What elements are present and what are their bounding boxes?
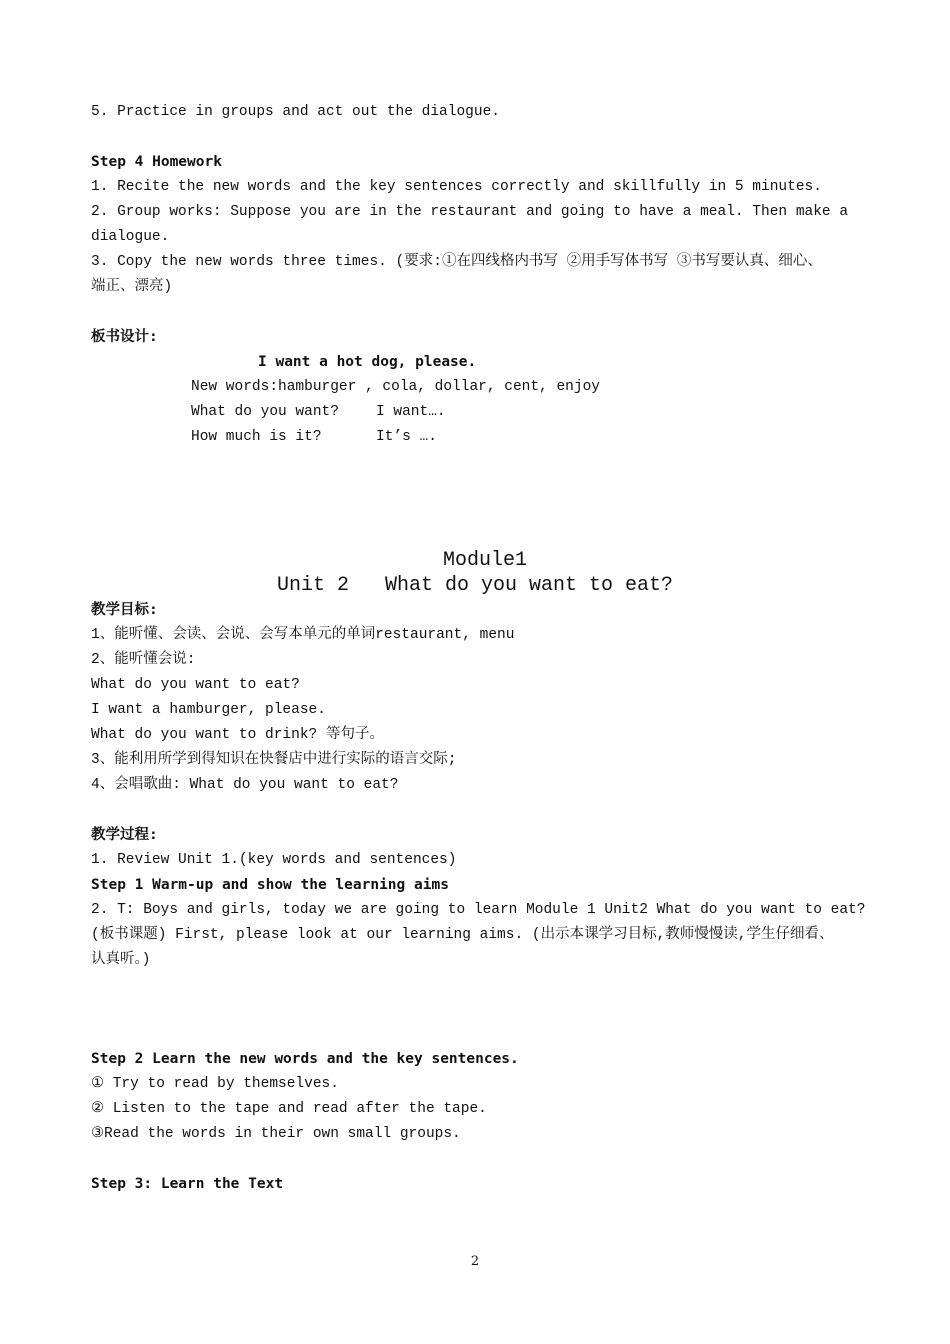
teacher-line-3: 认真听。) bbox=[91, 952, 151, 968]
page-number: 2 bbox=[470, 1254, 480, 1269]
homework-item-2-cont: dialogue. bbox=[91, 229, 170, 245]
homework-item-1: 1. Recite the new words and the key sentences correctly and skillfully in 5 minutes. bbox=[91, 179, 822, 195]
step1-heading: Step 1 Warm-up and show the learning aims bbox=[91, 877, 449, 893]
board-title: I want a hot dog, please. bbox=[258, 354, 477, 370]
board-new-words: New words:hamburger , cola, dollar, cent, enjoy bbox=[191, 379, 600, 395]
goal-sentence-1: What do you want to eat? bbox=[91, 677, 300, 693]
goal-1: 1、能听懂、会读、会说、会写本单元的单词restaurant, menu bbox=[91, 627, 515, 643]
unit-title: Unit 2 What do you want to eat? bbox=[276, 574, 674, 597]
step2-item-1: ① Try to read by themselves. bbox=[91, 1076, 339, 1092]
homework-item-3: 3. Copy the new words three times. (要求:①在四线格内书写 ②用手写体书写 ③书写要认真、细心、 bbox=[91, 254, 822, 270]
step2-item-2: ② Listen to the tape and read after the tape. bbox=[91, 1101, 487, 1117]
practice-line: 5. Practice in groups and act out the dialogue. bbox=[91, 104, 500, 120]
teacher-line-2: (板书课题) First, please look at our learning aims. (出示本课学习目标,教师慢慢读,学生仔细看、 bbox=[91, 927, 834, 943]
board-design-heading: 板书设计: bbox=[91, 329, 158, 345]
goal-2: 2、能听懂会说: bbox=[91, 652, 196, 668]
process-heading: 教学过程: bbox=[91, 827, 158, 843]
board-question-1: What do you want? bbox=[191, 404, 339, 420]
step3-heading: Step 3: Learn the Text bbox=[91, 1176, 284, 1192]
board-question-2: How much is it? bbox=[191, 429, 322, 445]
step2-heading: Step 2 Learn the new words and the key sentences. bbox=[91, 1051, 519, 1067]
goals-heading: 教学目标: bbox=[91, 602, 158, 618]
goal-3: 3、能利用所学到得知识在快餐店中进行实际的语言交际; bbox=[91, 752, 457, 768]
board-answer-1: I want…. bbox=[376, 404, 446, 420]
step4-heading: Step 4 Homework bbox=[91, 154, 222, 170]
board-answer-2: It’s …. bbox=[376, 429, 437, 445]
module-title: Module1 bbox=[442, 549, 527, 572]
step2-item-3: ③Read the words in their own small groups. bbox=[91, 1126, 461, 1142]
teacher-line-1: 2. T: Boys and girls, today we are going to learn Module 1 Unit2 What do you want to eat? bbox=[91, 902, 866, 918]
homework-item-3-cont: 端正、漂亮) bbox=[91, 279, 173, 295]
goal-sentence-3: What do you want to drink? 等句子。 bbox=[91, 727, 384, 743]
goal-4: 4、会唱歌曲: What do you want to eat? bbox=[91, 777, 399, 793]
homework-item-2: 2. Group works: Suppose you are in the restaurant and going to have a meal. Then make a bbox=[91, 204, 849, 220]
review-line: 1. Review Unit 1.(key words and sentences) bbox=[91, 852, 457, 868]
goal-sentence-2: I want a hamburger, please. bbox=[91, 702, 326, 718]
